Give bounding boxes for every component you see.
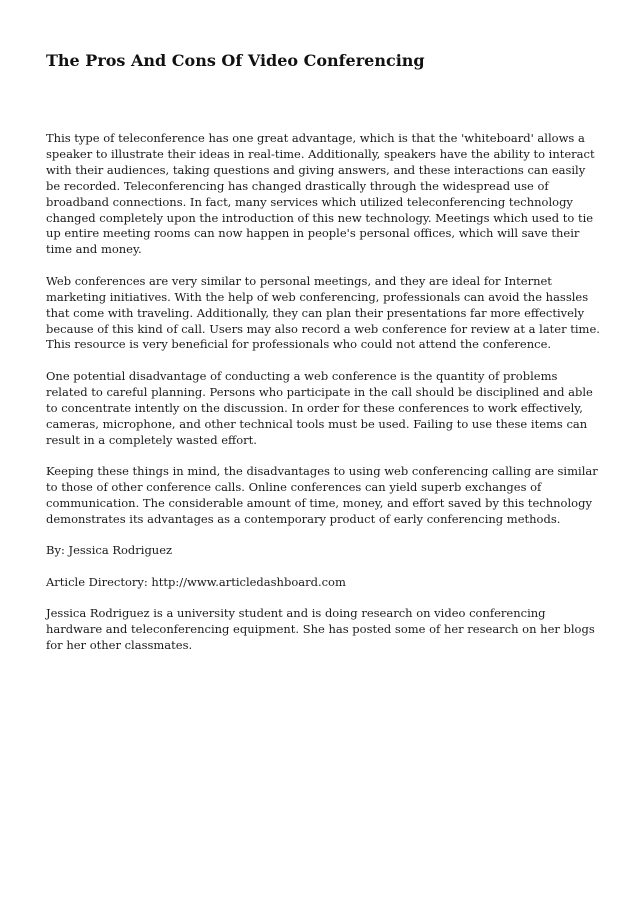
- paragraph-disadvantage: One potential disadvantage of conducting a web conference is the quantity of problems related to careful planning. Persons who participate in the call should be disciplined and able to concentrate intently on the discussion. In order for these conferences to work effectively, cameras, microphone, and other technical tools must be used. Failing to use these items can result in a completely wasted effort.: [46, 368, 593, 447]
- paragraph-conclusion: Keeping these things in mind, the disadvantages to using web conferencing calling are similar to those of other conference calls. Online conferences can yield superb exchanges of communication. The considerable amount of time, money, and effort saved by this technology demonstrates its advantages as a contemporary product of early conferencing methods.: [46, 464, 598, 526]
- paragraph-web-conferences: Web conferences are very similar to personal meetings, and they are ideal for Internet marketing initiatives. With the help of web conferencing, professionals can avoid the hassles that come with traveling. Additionally, they can plan their presentations far more effectively because of this kind of call. Users may also record a web conference for review at a later time. This resource is very beneficial for professionals who could not attend the conference.: [46, 273, 600, 352]
- paragraph-intro: This type of teleconference has one great advantage, which is that the 'whiteboard' allows a speaker to illustrate their ideas in real-time. Additionally, speakers have the ability to interact with their audiences, taking questions and giving answers, and these interactions can easily be recorded. Teleconferencing has changed drastically through the widespread use of broadband connections. In fact, many services which utilized teleconferencing technology changed completely upon the introduction of this new technology. Meetings which used to tie up entire meeting rooms can now happen in people's personal offices, which will save their time and money.: [46, 131, 595, 257]
- document-title: The Pros And Cons Of Video Conferencing: [46, 51, 425, 70]
- author-byline: By: Jessica Rodriguez: [46, 543, 173, 558]
- article-directory: Article Directory: http://www.articledashboard.com: [46, 574, 346, 589]
- document-body: [46, 131, 602, 670]
- author-bio: Jessica Rodriguez is a university student and is doing research on video conferencing hardware and teleconferencing equipment. She has posted some of her research on her blogs for her other classmates.: [46, 606, 595, 653]
